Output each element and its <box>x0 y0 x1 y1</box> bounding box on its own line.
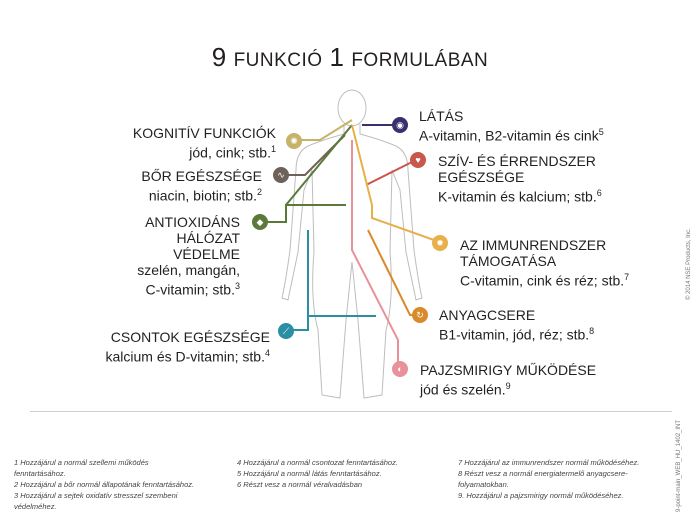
immun-detail: C-vitamin, cink és réz; stb. <box>460 272 625 289</box>
csont-ref: 4 <box>264 348 270 358</box>
label-anyagcsere <box>439 307 639 343</box>
immun-title: AZ IMMUNRENDSZER TÁMOGATÁSA <box>460 237 607 269</box>
footnote-line: 6 Részt vesz a normál véralvadásban <box>237 480 363 489</box>
connector-szivrendszer <box>366 162 412 185</box>
anyagcsere-title: ANYAGCSERE <box>439 307 536 323</box>
label-csont <box>70 329 270 365</box>
connector-csont <box>308 230 376 316</box>
szivrendszer-detail: K-vitamin és kalcium; stb. <box>438 188 597 205</box>
footnote-line: 2 Hozzájárul a bőr normál állapotának fenntartásához. <box>14 480 195 489</box>
antioxidans-title: ANTIOXIDÁNS HÁLÓZAT VÉDELME <box>145 214 240 262</box>
heart-icon: ♥ <box>410 152 426 168</box>
pajzsmirigy-ref: 9 <box>505 381 511 391</box>
side-code: 9-point-main_WEB_HU_1402_INT <box>676 419 682 512</box>
footnote-line: 4 Hozzájárul a normál csontozat fenntartásához. <box>237 458 398 467</box>
footnote-line: 7 Hozzájárul az immunrendszer normál működéséhez. <box>458 458 640 467</box>
thyroid-icon: ◐ <box>392 361 408 377</box>
immun-ref: 7 <box>624 272 630 282</box>
label-latas <box>419 108 604 144</box>
brain-icon: ✺ <box>286 133 302 149</box>
connector-anyagcsere <box>368 230 416 315</box>
kognitiv-detail: jód, cink; stb. <box>189 144 271 161</box>
antioxidans-ref: 3 <box>234 281 240 291</box>
latas-title: LÁTÁS <box>419 108 464 124</box>
metabolism-icon: ↻ <box>412 307 428 323</box>
label-immun <box>460 237 650 289</box>
csont-title: CSONTOK EGÉSZSÉGE <box>110 329 270 345</box>
antioxidans-detail: szelén, mangán, C-vitamin; stb. <box>137 262 240 298</box>
anyagcsere-ref: 8 <box>589 326 595 336</box>
latas-ref: 5 <box>598 127 604 137</box>
kognitiv-ref: 1 <box>270 144 276 154</box>
title-number-2: 1 <box>329 42 345 72</box>
anyagcsere-detail: B1-vitamin, jód, réz; stb. <box>439 326 590 343</box>
bor-ref: 2 <box>256 187 262 197</box>
label-bor <box>96 168 262 204</box>
szivrendszer-title: SZÍV- ÉS ÉRRENDSZER EGÉSZSÉGE <box>438 153 596 185</box>
side-copyright: © 2014 NSE Products, Inc. <box>686 228 692 300</box>
connector-antioxidans <box>266 205 346 222</box>
pajzsmirigy-title: PAJZSMIRIGY MŰKÖDÉSE <box>420 362 597 378</box>
kognitiv-title: KOGNITÍV FUNKCIÓK <box>132 125 276 141</box>
shield-icon: ◆ <box>252 214 268 230</box>
footnotes-col-1 <box>14 457 194 512</box>
footnote-line: 1 Hozzájárul a normál szellemi működés <box>14 458 149 467</box>
label-szivrendszer <box>438 153 638 205</box>
footnote-line: fenntartásához. <box>14 469 66 478</box>
title-number-1: 9 <box>211 42 227 72</box>
label-kognitiv <box>96 125 276 161</box>
bone-icon: ⟋ <box>278 323 294 339</box>
szivrendszer-ref: 6 <box>596 188 602 198</box>
footnote-line: 9. Hozzájárul a pajzsmirigy normál működéséhez. <box>458 491 624 500</box>
skin-icon: ∿ <box>273 167 289 183</box>
title-word-1: FUNKCIÓ <box>233 50 323 71</box>
footnotes-col-3 <box>458 457 639 501</box>
latas-detail: A-vitamin, B2-vitamin és cink <box>419 127 599 144</box>
bor-title: BŐR EGÉSZSÉGE <box>141 168 262 184</box>
eye-icon: ◉ <box>392 117 408 133</box>
footnotes-col-2 <box>237 457 398 490</box>
immune-icon: ✹ <box>432 235 448 251</box>
pajzsmirigy-detail: jód és szelén. <box>420 381 506 398</box>
footnote-line: folyamatokban. <box>458 480 509 489</box>
label-antioxidans <box>130 214 240 298</box>
bor-detail: niacin, biotin; stb. <box>148 187 257 204</box>
label-pajzsmirigy <box>420 362 640 398</box>
footnote-line: védelméhez. <box>14 502 57 511</box>
csont-detail: kalcium és D-vitamin; stb. <box>105 348 265 365</box>
footnote-line: 8 Részt vesz a normál energiatermelő anyagcsere- <box>458 469 628 478</box>
footnote-divider <box>30 411 672 412</box>
footnote-line: 5 Hozzájárul a normál látás fenntartásához. <box>237 469 382 478</box>
title-word-2: FORMULÁBAN <box>351 50 489 71</box>
footnote-line: 3 Hozzájárul a sejtek oxidatív stresszel szembeni <box>14 491 178 500</box>
